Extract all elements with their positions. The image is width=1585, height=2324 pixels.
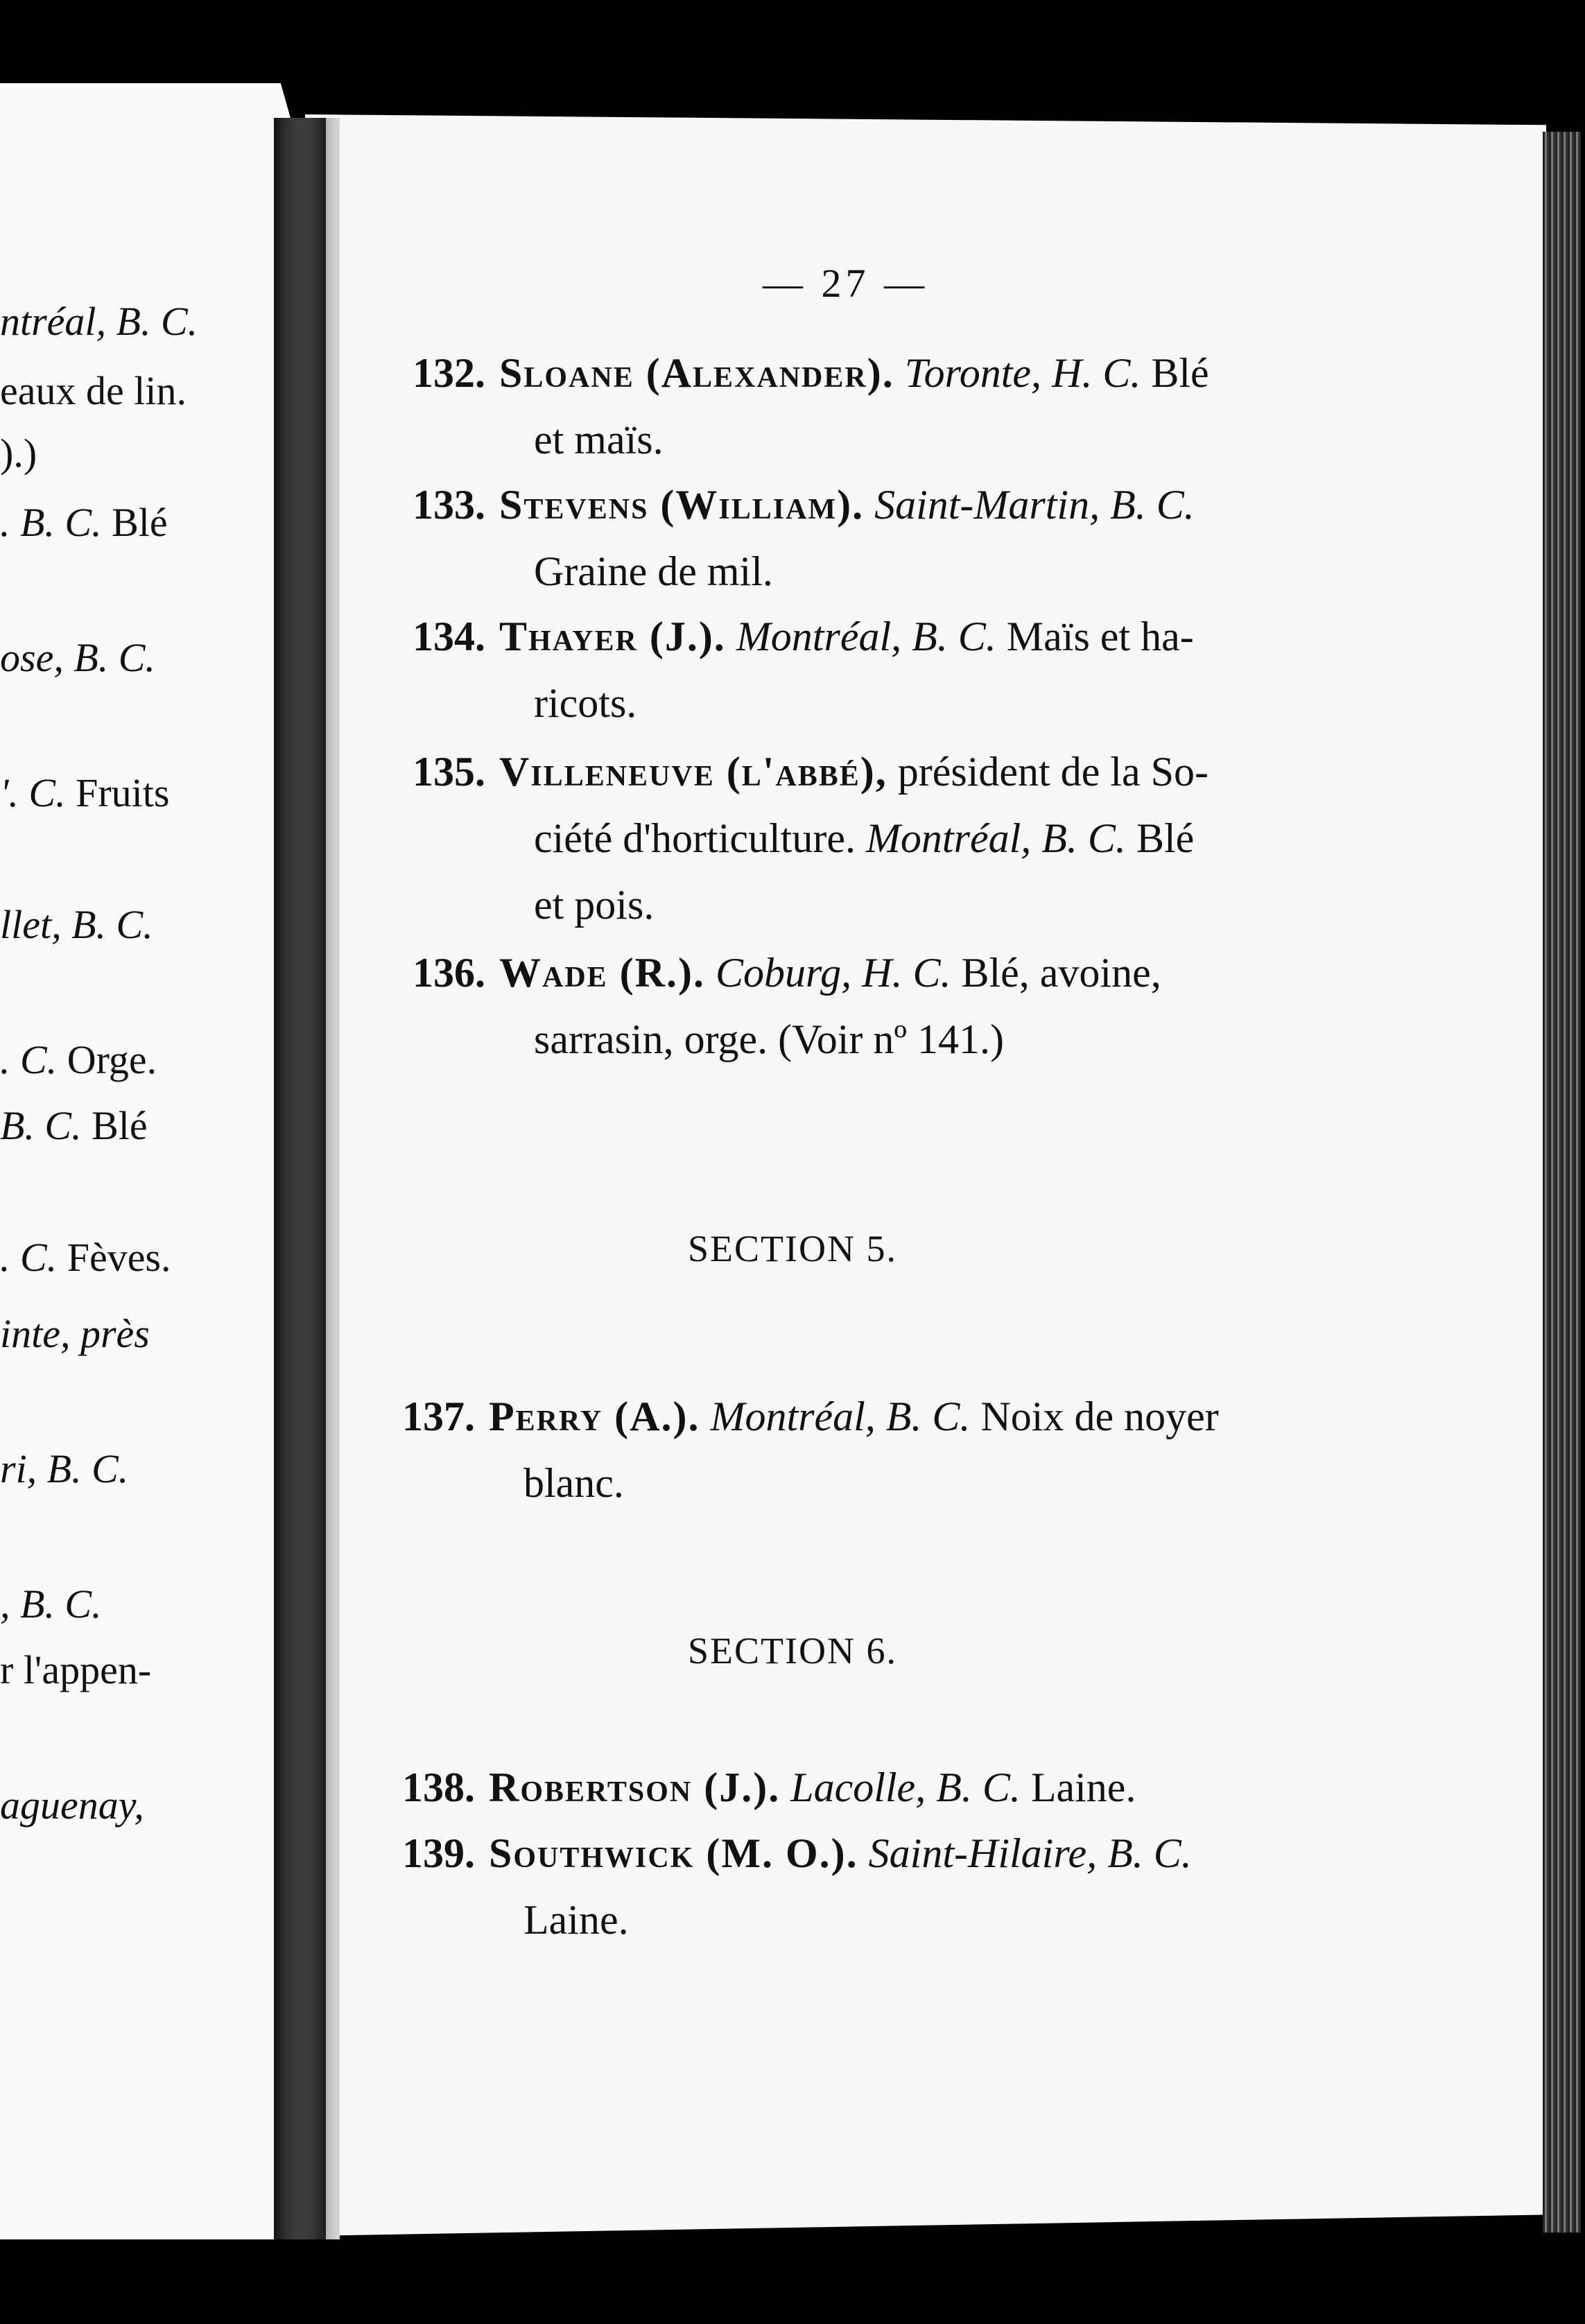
entry-number: 133. xyxy=(413,482,485,528)
section-heading: SECTION 6. xyxy=(688,1630,897,1672)
entry-continuation xyxy=(499,805,1331,872)
entry-continuation-text: ciété d'horticulture. xyxy=(534,815,856,861)
left-line: . C. Fèves. xyxy=(0,1235,171,1280)
entry-136 xyxy=(381,939,1331,1073)
left-line: '. C. Fruits xyxy=(0,770,170,815)
entry-name: Villeneuve (l'abbé), xyxy=(499,749,887,795)
entry-133 xyxy=(381,471,1331,605)
entry-number: 138. xyxy=(402,1764,475,1810)
entry-text: Laine. xyxy=(1030,1764,1136,1810)
entry-number: 134. xyxy=(413,614,485,659)
entry-number: 135. xyxy=(413,749,485,795)
left-line: . C. Orge. xyxy=(0,1037,157,1082)
entry-number: 132. xyxy=(413,350,485,396)
entry-continuation: blanc. xyxy=(523,1460,624,1506)
entry-place: Lacolle, B. C. xyxy=(790,1764,1021,1810)
entry-name: Southwick (M. O.). xyxy=(489,1830,858,1876)
left-line: , B. C. xyxy=(0,1581,102,1627)
page-number: — 27 — xyxy=(763,261,928,306)
entry-name: Stevens (William). xyxy=(499,482,865,528)
left-line: ntréal, B. C. xyxy=(0,299,198,344)
entry-place: Montréal, B. C. xyxy=(736,614,996,659)
entry-place: Montréal, B. C. xyxy=(710,1394,971,1439)
entry-continuation: ricots. xyxy=(534,680,637,726)
entry-134 xyxy=(381,603,1331,736)
left-line: B. C. Blé xyxy=(0,1103,148,1148)
left-line: ose, B. C. xyxy=(0,635,155,680)
entry-continuation: et maïs. xyxy=(534,417,664,462)
left-line: ri, B. C. xyxy=(0,1446,129,1491)
entry-name: Thayer (J.). xyxy=(499,614,726,659)
entry-text: Blé, avoine, xyxy=(961,950,1161,996)
left-line: r l'appen- xyxy=(0,1647,152,1692)
entry-137 xyxy=(371,1383,1321,1516)
left-line: aguenay, xyxy=(0,1783,144,1828)
entry-number: 139. xyxy=(402,1830,475,1876)
left-line: eaux de lin. xyxy=(0,368,187,413)
section-heading: SECTION 5. xyxy=(688,1228,897,1269)
left-line: inte, près xyxy=(0,1311,150,1356)
entry-place: Saint-Hilaire, B. C. xyxy=(868,1830,1192,1876)
entry-text: Maïs et ha- xyxy=(1006,614,1194,659)
entry-name: Wade (R.). xyxy=(499,950,705,996)
entry-text: Blé xyxy=(1151,350,1209,396)
left-line: llet, B. C. xyxy=(0,902,153,947)
page-edges xyxy=(1543,132,1581,2232)
entry-number: 137. xyxy=(402,1394,475,1439)
entry-number: 136. xyxy=(413,950,485,996)
entry-132 xyxy=(381,340,1331,473)
left-page-shadow xyxy=(274,118,326,2239)
entry-continuation: Laine. xyxy=(523,1897,629,1943)
entry-continuation: et pois. xyxy=(534,882,655,928)
entry-continuation: sarrasin, orge. (Voir nº 141.) xyxy=(534,1016,1004,1062)
entry-name: Sloane (Alexander). xyxy=(499,350,894,396)
left-line: . B. C. Blé xyxy=(0,500,168,545)
entry-139 xyxy=(371,1820,1321,1953)
left-line: ).) xyxy=(0,431,37,476)
entry-text: Blé xyxy=(1136,815,1195,861)
entry-place: Coburg, H. C. xyxy=(715,950,951,996)
entry-place: Montréal, B. C. xyxy=(865,815,1126,861)
entry-name: Perry (A.). xyxy=(489,1394,700,1439)
entry-text: Noix de noyer xyxy=(980,1394,1219,1439)
entry-138 xyxy=(371,1754,1321,1821)
entry-135 xyxy=(381,738,1331,938)
entry-place: Toronte, H. C. xyxy=(904,350,1141,396)
entry-place: Saint-Martin, B. C. xyxy=(874,482,1195,528)
entry-text: président de la So- xyxy=(897,749,1209,795)
entry-continuation: Graine de mil. xyxy=(534,548,773,594)
entry-name: Robertson (J.). xyxy=(489,1764,781,1810)
